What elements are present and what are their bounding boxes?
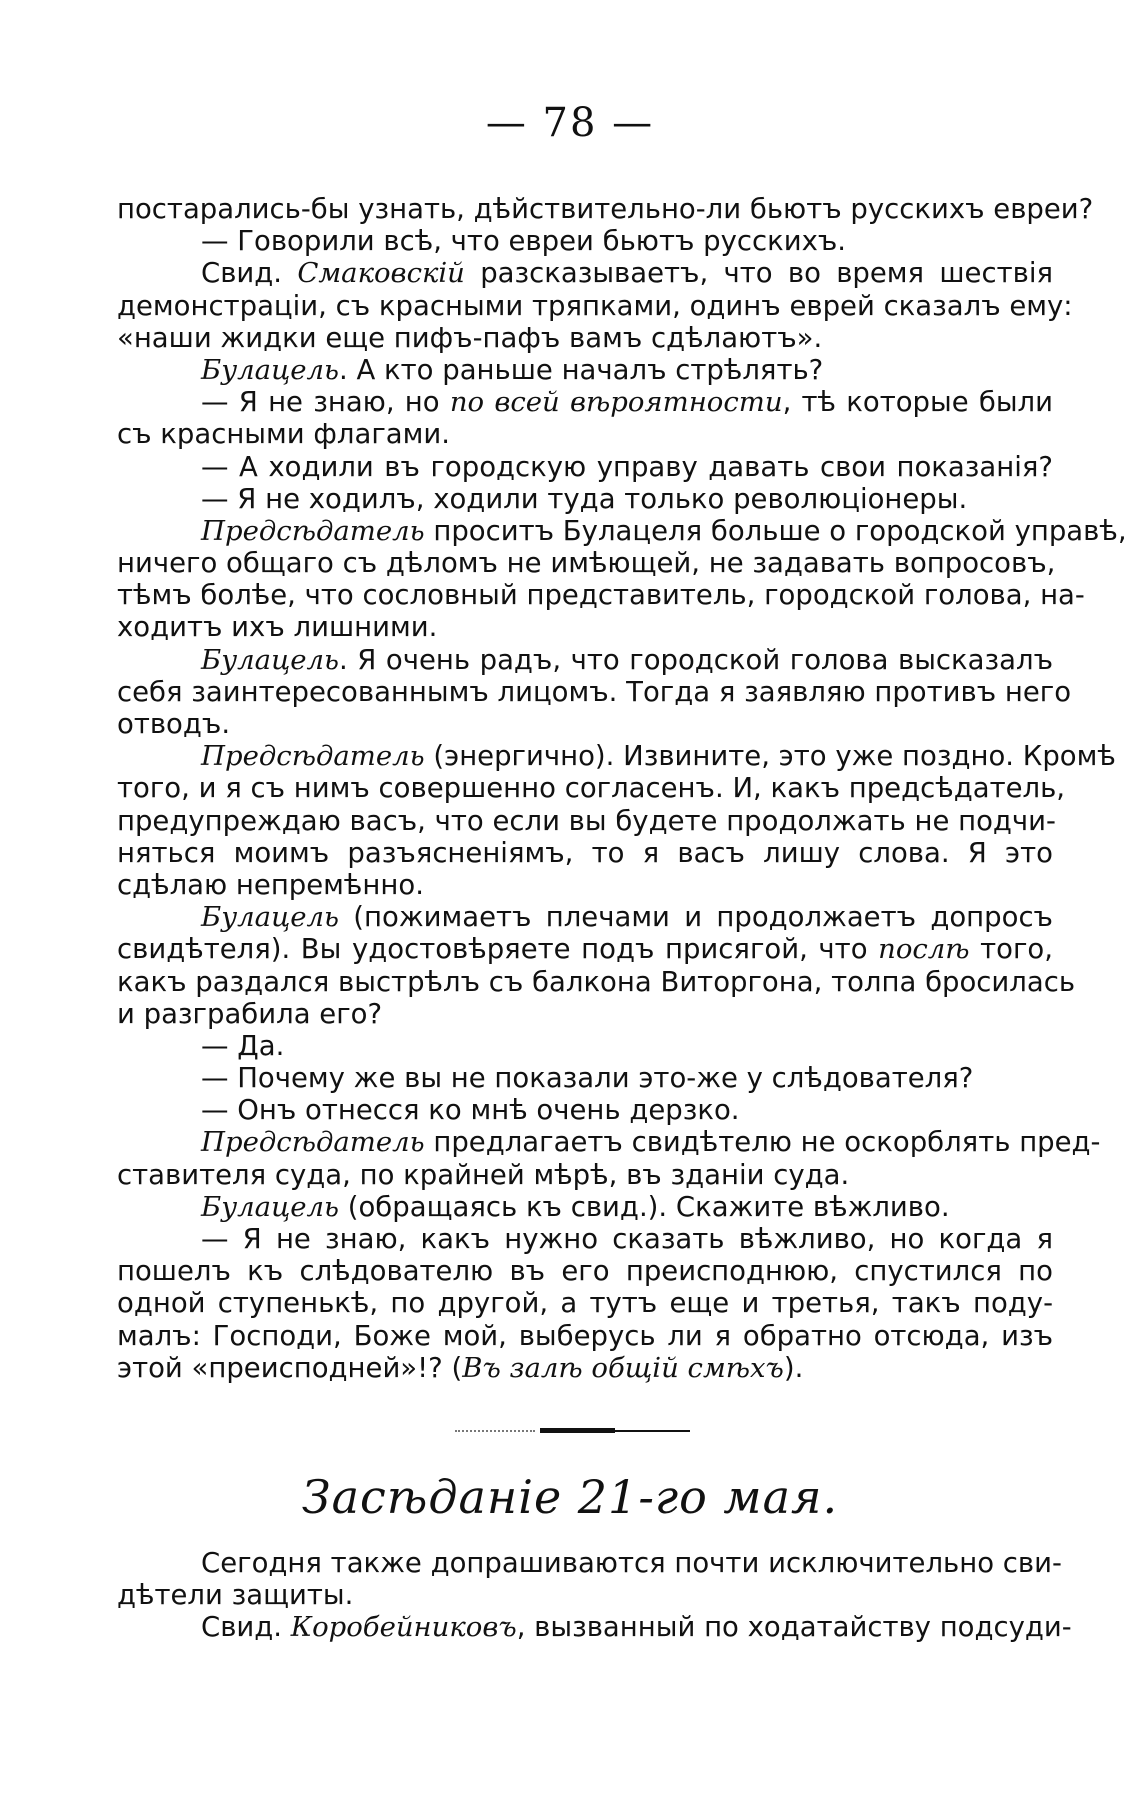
text-line: какъ раздался выстрѣлъ съ балкона Виторгона, толпа бросилась (117, 965, 1076, 998)
text-line: того, и я съ нимъ совершенно согласенъ. И, какъ предсѣдатель, (117, 772, 1066, 805)
divider-thin-rule (615, 1430, 690, 1432)
text-line: Предсѣдатель проситъ Булацеля больше о городской управѣ, (201, 514, 1127, 547)
text-line: — Я не знаю, но по всей вѣроятности, тѣ которые были (201, 386, 1053, 419)
text-line: — Да. (201, 1029, 285, 1062)
text-line: отводъ. (117, 708, 231, 740)
text-line: постарались-бы узнать, дѣйствительно-ли бьютъ русскихъ евреи? (117, 193, 1094, 225)
text-line: — Почему же вы не показали это-же у слѣдователя? (201, 1062, 974, 1095)
text-line: ничего общаго съ дѣломъ не имѣющей, не задавать вопросовъ, (117, 547, 1056, 580)
text-line: сдѣлаю непремѣнно. (117, 868, 424, 901)
divider-thick-rule (540, 1428, 615, 1433)
text-line: Свид. Смаковскій разсказываетъ, что во время шествія (201, 257, 1053, 290)
text-line: и разграбила его? (117, 997, 383, 1030)
section-text (117, 1547, 1072, 1644)
text-line: свидѣтеля). Вы удостовѣряете подъ присягой, что послѣ того, (117, 933, 1054, 966)
text-line: Булацель (обращаясь къ свид.). Скажите вѣжливо. (201, 1190, 950, 1223)
text-line: Предсѣдатель (энергично). Извините, это уже поздно. Кромѣ (201, 740, 1116, 773)
section-divider (455, 1427, 695, 1435)
text-line: пошелъ къ слѣдователю въ его преисподнюю, спустился по (117, 1255, 1053, 1288)
text-line: ходитъ ихъ лишними. (117, 611, 438, 644)
text-line: няться моимъ разъясненіямъ, то я васъ лишу слова. Я это (117, 836, 1053, 869)
text-line: дѣтели защиты. (117, 1579, 354, 1612)
page-number: — 78 — (485, 100, 655, 146)
text-line: «наши жидки еще пифъ-пафъ вамъ сдѣлаютъ». (117, 321, 823, 354)
text-line: демонстраціи, съ красными тряпками, одинъ еврей сказалъ ему: (117, 289, 1073, 322)
divider-dots (455, 1430, 535, 1432)
text-line: Булацель. Я очень радъ, что городской голова высказалъ (201, 643, 1053, 676)
text-line: Свид. Коробейниковъ, вызванный по ходатайству подсуди- (201, 1611, 1072, 1644)
text-line: Булацель (пожимаетъ плечами и продолжаетъ допросъ (201, 901, 1053, 934)
main-text (117, 193, 1127, 1384)
text-line: — Говорили всѣ, что евреи бьютъ русскихъ. (201, 225, 847, 258)
text-line: Сегодня также допрашиваются почти исключительно сви- (201, 1547, 1062, 1579)
text-line: — Я не ходилъ, ходили туда только революціонеры. (201, 482, 968, 515)
text-line: этой «преисподней»!? (Въ залѣ общій смѣхъ). (117, 1351, 804, 1384)
text-line: тѣмъ болѣе, что сословный представитель, городской голова, на- (117, 579, 1085, 612)
text-line: предупреждаю васъ, что если вы будете продолжать не подчи- (117, 804, 1056, 837)
text-line: — Я не знаю, какъ нужно сказать вѣжливо, но когда я (201, 1223, 1053, 1255)
text-line: съ красными флагами. (117, 418, 450, 451)
text-line: — Онъ отнесся ко мнѣ очень дерзко. (201, 1094, 740, 1127)
text-line: одной ступенькѣ, по другой, а тутъ еще и третья, такъ поду- (117, 1287, 1053, 1320)
text-line: Булацель. А кто раньше началъ стрѣлять? (201, 353, 824, 386)
text-line: малъ: Господи, Боже мой, выберусь ли я обратно отсюда, изъ (117, 1319, 1053, 1352)
text-line: себя заинтересованнымъ лицомъ. Тогда я заявляю противъ него (117, 675, 1072, 708)
text-line: ставителя суда, по крайней мѣрѣ, въ зданіи суда. (117, 1158, 850, 1191)
text-line: — А ходили въ городскую управу давать свои показанія? (201, 450, 1053, 483)
section-title: Засѣданіе 21-го мая. (301, 1470, 839, 1524)
text-line: Предсѣдатель предлагаетъ свидѣтелю не оскорблять пред- (201, 1126, 1101, 1159)
